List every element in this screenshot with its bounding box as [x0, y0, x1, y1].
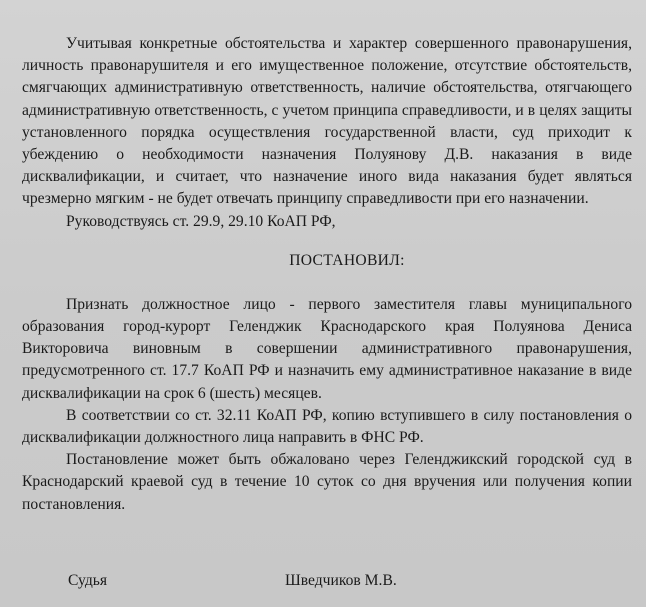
resolution-heading: ПОСТАНОВИЛ: [289, 251, 405, 269]
signature-name: Шведчиков М.В. [285, 572, 397, 589]
paragraph-fns-notice: В соответствии со ст. 32.11 КоАП РФ, копию вступившего в силу постановления о дисквалификации должностного лица направить в ФНС РФ. [22, 406, 632, 447]
signature-role: Судья [68, 572, 108, 589]
paragraph-ruling: Признать должностное лицо - первого заместителя главы муниципального образования город-курорт Геленджик Краснодарского края Полуянова Дениса Викторовича виновным в совершении административного правонарушения, предусмотренного ст. 17.7 КоАП РФ и назначить ему административное наказание в виде дисквалификации на срок 6 (шесть) месяцев. [22, 295, 632, 402]
paragraph-circumstances: Учитывая конкретные обстоятельства и характер совершенного правонарушения, личность правонарушителя и его имущественное положение, отсутствие обстоятельств, смягчающих административную ответственность, наличие обстоятельства, отягчающего административную ответственность, с учетом принципа справедливости, и в целях защиты установленного порядка осуществления государственной власти, суд приходит к убеждению о необходимости назначения Полуянову Д.В. наказания в виде дисквалификации, и считает, что назначение иного вида наказания будет являться чрезмерно мягким - не будет отвечать принципу справедливости при его назначении. [22, 35, 632, 208]
paragraph-appeal: Постановление может быть обжаловано через Геленджикский городской суд в Краснодарский краевой суд в течение 10 суток со дня вручения или получения копии постановления. [22, 451, 632, 513]
signature-block [0, 572, 646, 596]
paragraph-guided-by: Руководствуясь ст. 29.9, 29.10 КоАП РФ, [66, 212, 336, 230]
